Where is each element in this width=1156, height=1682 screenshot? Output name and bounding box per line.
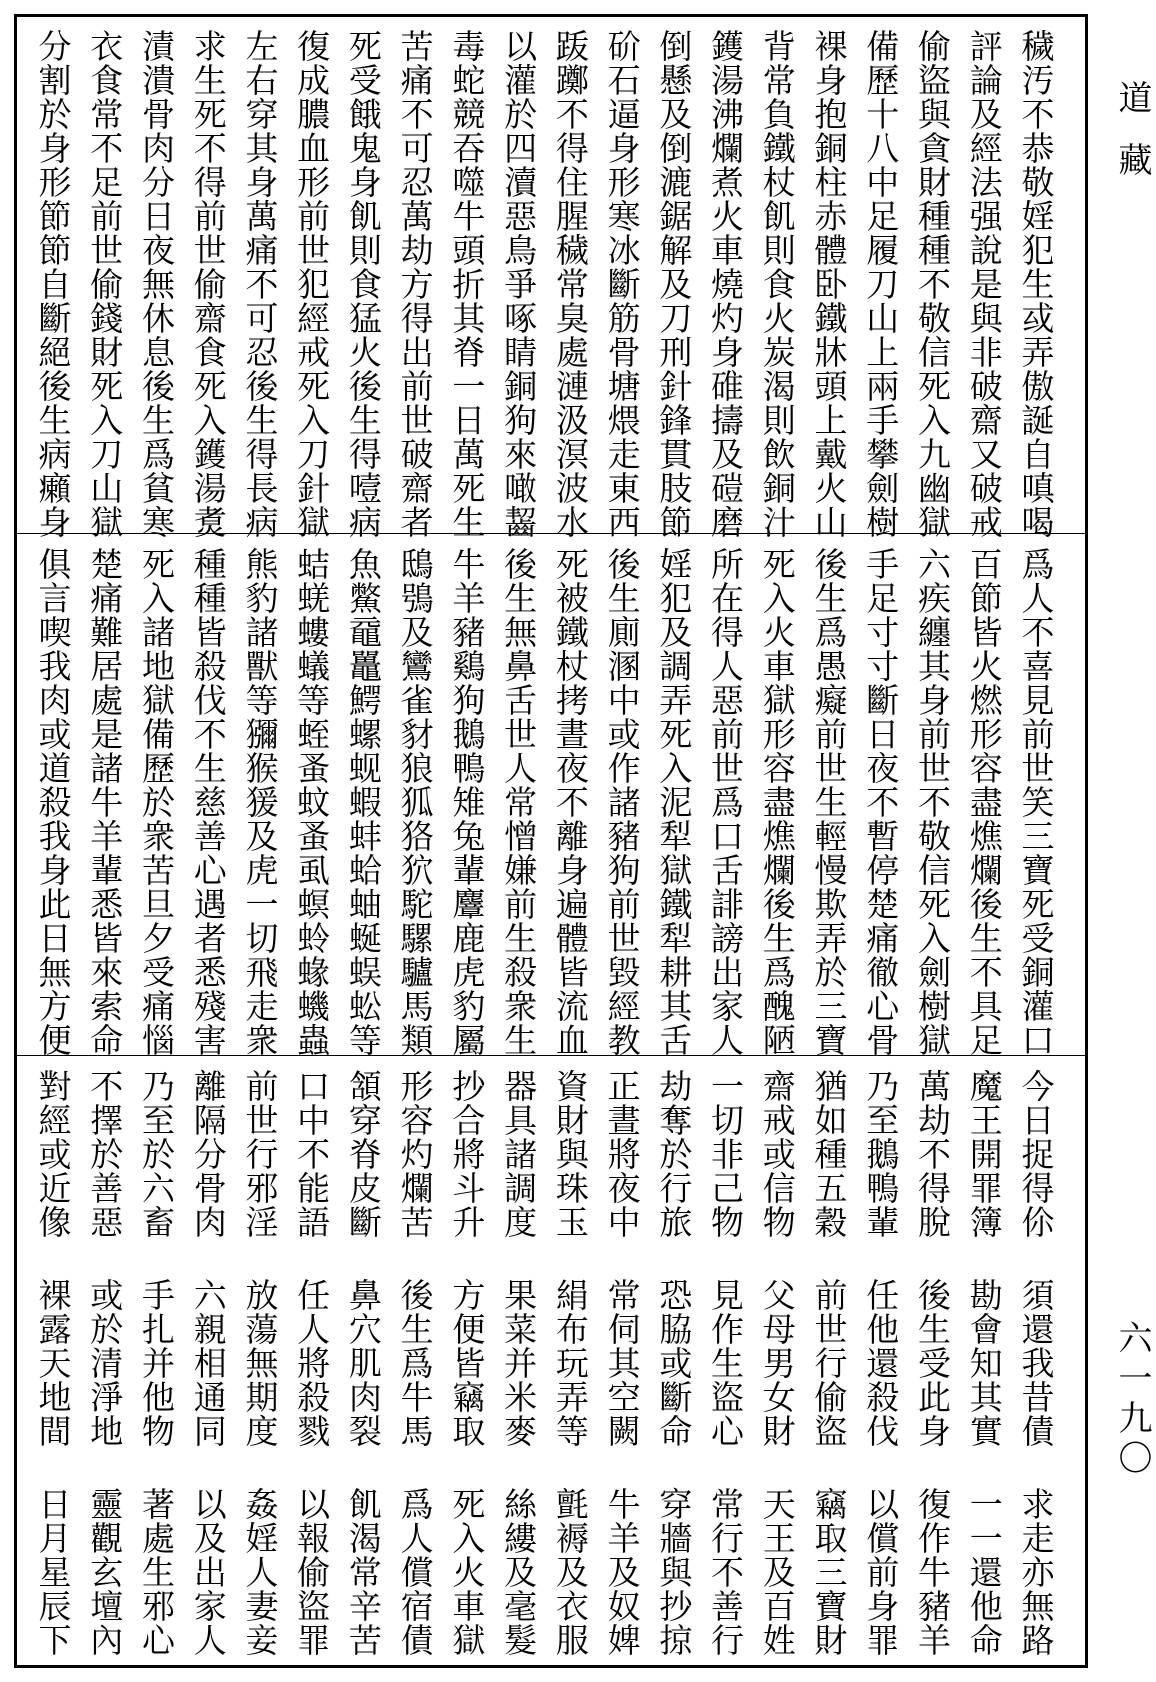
verse-line: 死入刀山獄	[85, 369, 125, 539]
text-column	[855, 29, 906, 539]
text-column	[27, 1069, 78, 1657]
verse-line: 求生死不得	[188, 29, 228, 199]
verse-line: 穢汚不恭敬	[1016, 29, 1056, 199]
text-column	[493, 547, 544, 1057]
verse-line: 漬潰骨肉分	[136, 29, 176, 199]
verse-line: 形容盡燋爛	[757, 717, 797, 887]
verse-line: 遍體皆流血	[550, 887, 590, 1057]
text-column	[648, 547, 699, 1057]
verse-line: 死入刀針獄	[292, 369, 332, 539]
text-column	[441, 547, 492, 1057]
text-column	[596, 1069, 647, 1657]
verse-line: 六疾纏其身	[912, 547, 952, 717]
verse-line: 恐脇或斷命	[654, 1278, 694, 1448]
text-column	[130, 1069, 181, 1657]
verse-line: 一一還他命	[964, 1487, 1004, 1657]
verse-line: 誹謗出家人	[706, 887, 746, 1057]
verse-line: 百節皆火燃	[964, 547, 1004, 717]
verse-line: 資財與珠玉	[550, 1069, 590, 1239]
verse-line: 萬痛不可忍	[240, 199, 280, 369]
text-column	[27, 29, 78, 539]
verse-line: 俱言喫我肉	[33, 547, 73, 717]
verse-line: 姦婬人妻妾	[240, 1487, 280, 1657]
verse-line: 復作牛豬羊	[912, 1487, 952, 1657]
verse-line: 寒冰斷筋骨	[602, 199, 642, 369]
verse-line: 渴則飲銅汁	[757, 369, 797, 539]
text-column	[855, 1069, 906, 1657]
text-column	[79, 1069, 130, 1657]
verse-line: 備歷於衆苦	[136, 717, 176, 887]
verse-line: 䟦躑不得住	[550, 29, 590, 199]
text-column	[544, 1069, 595, 1657]
verse-line: 傲誕自嗔喝	[1016, 369, 1056, 539]
verse-line: 銅狗來噉齧	[499, 369, 539, 539]
text-column	[700, 547, 751, 1057]
text-column	[234, 29, 285, 539]
verse-line: 以灌於四瀆	[499, 29, 539, 199]
verse-line: 一切非己物	[706, 1069, 746, 1239]
verse-line: 碓擣及磑磨	[706, 369, 746, 539]
verse-line: 後生不具足	[964, 887, 1004, 1057]
verse-line: 頷穿脊皮斷	[343, 1069, 383, 1239]
verse-line: 赤體卧鐵牀	[809, 199, 849, 369]
verse-line: 以償前身罪	[861, 1487, 901, 1657]
text-band-bottom	[17, 1057, 1085, 1665]
verse-line: 見作生盜心	[706, 1278, 746, 1448]
verse-line: 勘會知其實	[964, 1278, 1004, 1448]
verse-line: 死入火車獄	[447, 1487, 487, 1657]
verse-line: 萬劫方得出	[395, 199, 435, 369]
verse-line: 或於清淨地	[85, 1278, 125, 1448]
verse-line: 靈觀玄壇內	[85, 1487, 125, 1657]
text-column	[389, 547, 440, 1057]
verse-line: 竊取三寶財	[809, 1487, 849, 1657]
text-column	[389, 1069, 440, 1657]
verse-line: 後生爲醜陋	[757, 887, 797, 1057]
text-column	[286, 29, 337, 539]
verse-line: 後生受此身	[912, 1278, 952, 1448]
text-column	[182, 29, 233, 539]
verse-line: 針鋒貫肢節	[654, 369, 694, 539]
verse-line: 以報偷盜罪	[292, 1487, 332, 1657]
verse-line: 楚痛徹心骨	[861, 887, 901, 1057]
text-column	[286, 1069, 337, 1657]
text-column	[958, 1069, 1009, 1657]
verse-line: 日夜無休息	[136, 199, 176, 369]
text-column	[182, 547, 233, 1057]
verse-line: 前世笑三寶	[1016, 717, 1056, 887]
text-column	[286, 547, 337, 1057]
verse-line: 前世偷錢財	[85, 199, 125, 369]
verse-line: 鐵犁耕其舌	[654, 887, 694, 1057]
text-column	[803, 29, 854, 539]
verse-line: 蛭蚤蚊蚤虱	[292, 717, 332, 887]
verse-line: 以及出家人	[188, 1487, 228, 1657]
verse-line: 兩手攀劍樹	[861, 369, 901, 539]
verse-line: 死受銅灌口	[1016, 887, 1056, 1057]
verse-line: 破齋又破戒	[964, 369, 1004, 539]
verse-line: 節節自斷絕	[33, 199, 73, 369]
verse-line: 死入泥犁獄	[654, 717, 694, 887]
verse-line: 評論及經法	[964, 29, 1004, 199]
text-column	[906, 29, 957, 539]
text-column	[544, 29, 595, 539]
verse-line: 獼猴猨及虎	[240, 717, 280, 887]
verse-line: 足履刀山上	[861, 199, 901, 369]
text-column	[906, 547, 957, 1057]
verse-line: 死入鑊湯煑	[188, 369, 228, 539]
verse-line: 父母男女財	[757, 1278, 797, 1448]
verse-line: 牛頭折其脊	[447, 199, 487, 369]
verse-line: 偷盜與貪財	[912, 29, 952, 199]
verse-line: 乃至於六畜	[136, 1069, 176, 1239]
verse-line: 欺弄於三寶	[809, 887, 849, 1057]
verse-line: 前世爲口舌	[706, 717, 746, 887]
verse-line: 螺蚬蝦蚌蛤	[343, 717, 383, 887]
verse-line: 毒蛇競吞噬	[447, 29, 487, 199]
text-column	[441, 29, 492, 539]
verse-line: 絹布玩弄等	[550, 1278, 590, 1448]
verse-line: 六親相通同	[188, 1278, 228, 1448]
verse-line: 日月星辰下	[33, 1487, 73, 1657]
verse-line: 塘煨走東西	[602, 369, 642, 539]
verse-line: 牛羊豬鷄狗	[447, 547, 487, 717]
text-column	[906, 1069, 957, 1657]
verse-line: 種種皆殺伐	[188, 547, 228, 717]
verse-line: 旦夕受痛惱	[136, 887, 176, 1057]
verse-line: 後生廁溷中	[602, 547, 642, 717]
verse-line: 强說是與非	[964, 199, 1004, 369]
verse-line: 劫奪於行旅	[654, 1069, 694, 1239]
verse-line: 左右穿其身	[240, 29, 280, 199]
text-column	[1010, 1069, 1061, 1657]
verse-line: 前世偷齋食	[188, 199, 228, 369]
verse-line: 天王及百姓	[757, 1487, 797, 1657]
verse-line: 抄合將斗升	[447, 1069, 487, 1239]
text-column	[958, 29, 1009, 539]
verse-line: 萬劫不得脫	[912, 1069, 952, 1239]
verse-line: 前世破齋者	[395, 369, 435, 539]
verse-line: 前世毀經教	[602, 887, 642, 1057]
verse-line: 死受餓鬼身	[343, 29, 383, 199]
right-margin	[1088, 0, 1156, 1682]
verse-line: 晝夜不離身	[550, 717, 590, 887]
verse-line: 常行不善行	[706, 1487, 746, 1657]
verse-line: 或作諸豬狗	[602, 717, 642, 887]
verse-line: 後生病癩身	[33, 369, 73, 539]
verse-line: 後生爲愚癡	[809, 547, 849, 717]
text-column	[958, 547, 1009, 1057]
text-column	[751, 1069, 802, 1657]
verse-line: 惡鳥爭啄睛	[499, 199, 539, 369]
verse-line: 或道殺我身	[33, 717, 73, 887]
text-column	[234, 547, 285, 1057]
text-column	[751, 547, 802, 1057]
verse-line: 婬犯生㦯弄	[1016, 199, 1056, 369]
verse-line: 放蕩無期度	[240, 1278, 280, 1448]
verse-line: 形容灼爛苦	[395, 1069, 435, 1239]
text-column	[493, 1069, 544, 1657]
verse-line: 爲人不喜見	[1016, 547, 1056, 717]
verse-line: 遇者悉殘害	[188, 887, 228, 1057]
verse-line: 飢渴常辛苦	[343, 1487, 383, 1657]
verse-line: 鋸解及刀刑	[654, 199, 694, 369]
verse-line: 種種不敬信	[912, 199, 952, 369]
verse-line: 方便皆竊取	[447, 1278, 487, 1448]
verse-line: 正晝將夜中	[602, 1069, 642, 1239]
text-column	[803, 547, 854, 1057]
text-column	[855, 547, 906, 1057]
verse-line: 死被鐵杖拷	[550, 547, 590, 717]
verse-line: 裸露天地間	[33, 1278, 73, 1448]
verse-line: 鑊湯沸爛煮	[706, 29, 746, 199]
verse-line: 世人常憎嫌	[499, 717, 539, 887]
text-band-middle	[17, 535, 1085, 1055]
verse-line: 鵝鴨雉兔輩	[447, 717, 487, 887]
verse-line: 後生得噎病	[343, 369, 383, 539]
text-column	[27, 547, 78, 1057]
text-column	[803, 1069, 854, 1657]
text-column	[337, 547, 388, 1057]
verse-line: 一日萬死生	[447, 369, 487, 539]
text-column	[130, 29, 181, 539]
verse-line: 求走亦無路	[1016, 1487, 1056, 1657]
verse-line: 蛣蜣螻蟻等	[292, 547, 332, 717]
verse-line: 倒懸及倒漉	[654, 29, 694, 199]
page-frame	[14, 14, 1088, 1668]
text-band-top	[17, 17, 1085, 539]
verse-line: 火車燒灼身	[706, 199, 746, 369]
verse-line: 漣汲溟波水	[550, 369, 590, 539]
verse-line: 頭上戴火山	[809, 369, 849, 539]
verse-line: 死入劍樹獄	[912, 887, 952, 1057]
verse-line: 口中不能語	[292, 1069, 332, 1239]
verse-line: 前世生輕慢	[809, 717, 849, 887]
text-column	[648, 1069, 699, 1657]
verse-line: 此日無方便	[33, 887, 73, 1057]
verse-line: 著處生邪心	[136, 1487, 176, 1657]
text-column	[1010, 29, 1061, 539]
verse-line: 熊豹諸獸等	[240, 547, 280, 717]
verse-line: 後生得長病	[240, 369, 280, 539]
text-column	[493, 29, 544, 539]
verse-line: 婬犯及調弄	[654, 547, 694, 717]
text-column	[79, 29, 130, 539]
verse-line: 後生爲貧寒	[136, 369, 176, 539]
text-column	[182, 1069, 233, 1657]
verse-line: 魚鱉黿鼉鰐	[343, 547, 383, 717]
verse-line: 須還我昔債	[1016, 1278, 1056, 1448]
verse-line: 穿牆與抄掠	[654, 1487, 694, 1657]
text-column	[751, 29, 802, 539]
verse-line: 形容盡燋爛	[964, 717, 1004, 887]
verse-line: 分割於身形	[33, 29, 73, 199]
verse-line: 死入諸地獄	[136, 547, 176, 717]
verse-line: 前世行偷盜	[809, 1278, 849, 1448]
verse-line: 死入火車獄	[757, 547, 797, 717]
verse-line: 絲縷及毫髮	[499, 1487, 539, 1657]
text-column	[130, 547, 181, 1057]
verse-line: 不擇於善惡	[85, 1069, 125, 1239]
verse-line: 鼻穴肌肉裂	[343, 1278, 383, 1448]
verse-line: 飢則食猛火	[343, 199, 383, 369]
text-column	[234, 1069, 285, 1657]
verse-line: 苦痛不可忍	[395, 29, 435, 199]
verse-line: 手足寸寸斷	[861, 547, 901, 717]
text-column	[596, 547, 647, 1057]
verse-line: 對經或近像	[33, 1069, 73, 1239]
verse-line: 是諸牛羊輩	[85, 717, 125, 887]
verse-line: 楚痛難居處	[85, 547, 125, 717]
verse-line: 任人將殺戮	[292, 1278, 332, 1448]
text-column	[389, 29, 440, 539]
verse-line: 不生慈善心	[188, 717, 228, 887]
verse-line: 後生爲牛馬	[395, 1278, 435, 1448]
verse-line: 乃至鵝鴨輩	[861, 1069, 901, 1239]
verse-line: 器具諸調度	[499, 1069, 539, 1239]
verse-line: 悉皆來索命	[85, 887, 125, 1057]
text-column	[596, 29, 647, 539]
verse-line: 前世行邪淫	[240, 1069, 280, 1239]
text-column	[441, 1069, 492, 1657]
text-column	[337, 29, 388, 539]
verse-line: 復成膿血形	[292, 29, 332, 199]
verse-line: 砎石逼身形	[602, 29, 642, 199]
verse-line: 豺狼狐狢狖	[395, 717, 435, 887]
verse-line: 裸身抱銅柱	[809, 29, 849, 199]
verse-line: 駝騾驢馬類	[395, 887, 435, 1057]
text-column	[337, 1069, 388, 1657]
verse-line: 猶如種五穀	[809, 1069, 849, 1239]
verse-line: 牛羊及奴婢	[602, 1487, 642, 1657]
page-number: 六一九〇	[1112, 1320, 1152, 1480]
text-column	[648, 29, 699, 539]
verse-line: 鴟鴞及鸞雀	[395, 547, 435, 717]
text-column	[544, 547, 595, 1057]
verse-line: 後生無鼻舌	[499, 547, 539, 717]
text-column	[700, 29, 751, 539]
verse-line: 死入九幽獄	[912, 369, 952, 539]
verse-line: 蚰蜒蜈蚣等	[343, 887, 383, 1057]
verse-line: 衣食常不足	[85, 29, 125, 199]
verse-line: 齋戒或信物	[757, 1069, 797, 1239]
verse-line: 前世不敬信	[912, 717, 952, 887]
text-column	[700, 1069, 751, 1657]
verse-line: 腥穢常臭處	[550, 199, 590, 369]
verse-line: 離隔分骨肉	[188, 1069, 228, 1239]
verse-line: 飢則食火炭	[757, 199, 797, 369]
verse-line: 麞鹿虎豹屬	[447, 887, 487, 1057]
divider-bottom	[17, 1055, 1085, 1056]
verse-line: 果菜并米麥	[499, 1278, 539, 1448]
verse-line: 任他還殺伐	[861, 1278, 901, 1448]
verse-line: 背常負鐵杖	[757, 29, 797, 199]
verse-line: 備歷十八中	[861, 29, 901, 199]
verse-line: 魔王開罪簿	[964, 1069, 1004, 1239]
verse-line: 氈褥及衣服	[550, 1487, 590, 1657]
verse-line: 所在得人惡	[706, 547, 746, 717]
verse-line: 爲人償宿債	[395, 1487, 435, 1657]
verse-line: 一切飛走衆	[240, 887, 280, 1057]
collection-title: 道藏	[1112, 80, 1152, 204]
verse-line: 手扎并他物	[136, 1278, 176, 1448]
text-column	[79, 547, 130, 1057]
verse-line: 日夜不暫停	[861, 717, 901, 887]
verse-line: 前世犯經戒	[292, 199, 332, 369]
text-column	[1010, 547, 1061, 1057]
verse-line: 今日捉得伱	[1016, 1069, 1056, 1239]
verse-line: 前生殺衆生	[499, 887, 539, 1057]
verse-line: 螟蛉蝝蟣蟲	[292, 887, 332, 1057]
divider-top	[17, 533, 1085, 534]
verse-line: 常伺其空闕	[602, 1278, 642, 1448]
